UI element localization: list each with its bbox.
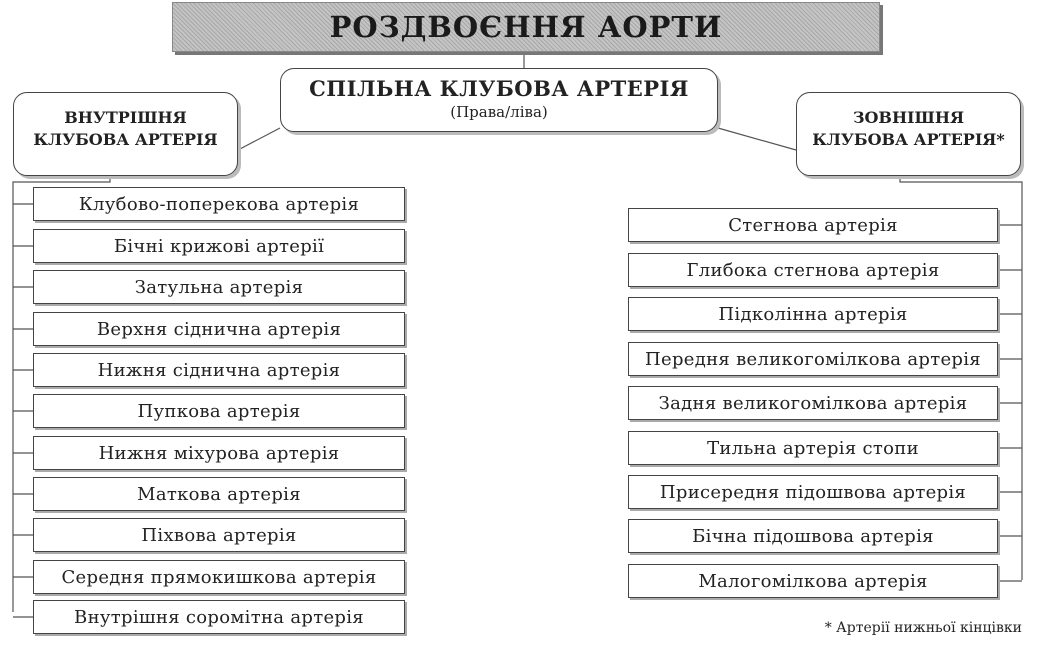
external-branch: Бічна підошвова артерія: [628, 519, 998, 553]
external-branch: Присередня підошвова артерія: [628, 475, 998, 509]
internal-branch: Нижня міхурова артерія: [33, 436, 405, 470]
diagram-title: РОЗДВОЄННЯ АОРТИ: [172, 2, 880, 52]
internal-branch: Середня прямокишкова артерія: [33, 560, 405, 594]
common-iliac-subtitle: (Права/ліва): [450, 103, 548, 121]
external-iliac-line2: КЛУБОВА АРТЕРІЯ*: [812, 130, 1005, 149]
internal-branch: Затульна артерія: [33, 270, 405, 304]
external-branch: Стегнова артерія: [628, 208, 998, 242]
external-branch: Малогомілкова артерія: [628, 564, 998, 598]
external-iliac-line1: ЗОВНІШНЯ: [852, 108, 965, 127]
external-iliac-artery-box: [796, 92, 1021, 176]
internal-iliac-line2: КЛУБОВА АРТЕРІЯ: [33, 130, 218, 149]
internal-branch: Бічні крижові артерії: [33, 229, 405, 263]
external-branch: Глибока стегнова артерія: [628, 253, 998, 287]
external-branch: Задня великогомілкова артерія: [628, 386, 998, 420]
external-branch: Передня великогомілкова артерія: [628, 342, 998, 376]
connector-common-external: [718, 128, 796, 150]
common-iliac-title: СПІЛЬНА КЛУБОВА АРТЕРІЯ: [309, 76, 689, 101]
common-iliac-artery-box: [280, 68, 718, 132]
internal-branch: Піхвова артерія: [33, 518, 405, 552]
connector-common-internal: [238, 128, 280, 150]
external-branch: Тильна артерія стопи: [628, 431, 998, 465]
external-branch: Підколінна артерія: [628, 297, 998, 331]
internal-branch: Нижня сіднична артерія: [33, 353, 405, 387]
internal-branch: Маткова артерія: [33, 477, 405, 511]
internal-branch: Пупкова артерія: [33, 394, 405, 428]
internal-branch: Внутрішня соромітна артерія: [33, 600, 405, 634]
footnote: * Артерії нижньої кінцівки: [824, 620, 1022, 636]
internal-iliac-line1: ВНУТРІШНЯ: [64, 108, 187, 127]
internal-iliac-artery-box: [13, 92, 238, 176]
internal-branch: Верхня сіднична артерія: [33, 312, 405, 346]
internal-branch: Клубово-поперекова артерія: [33, 187, 405, 221]
